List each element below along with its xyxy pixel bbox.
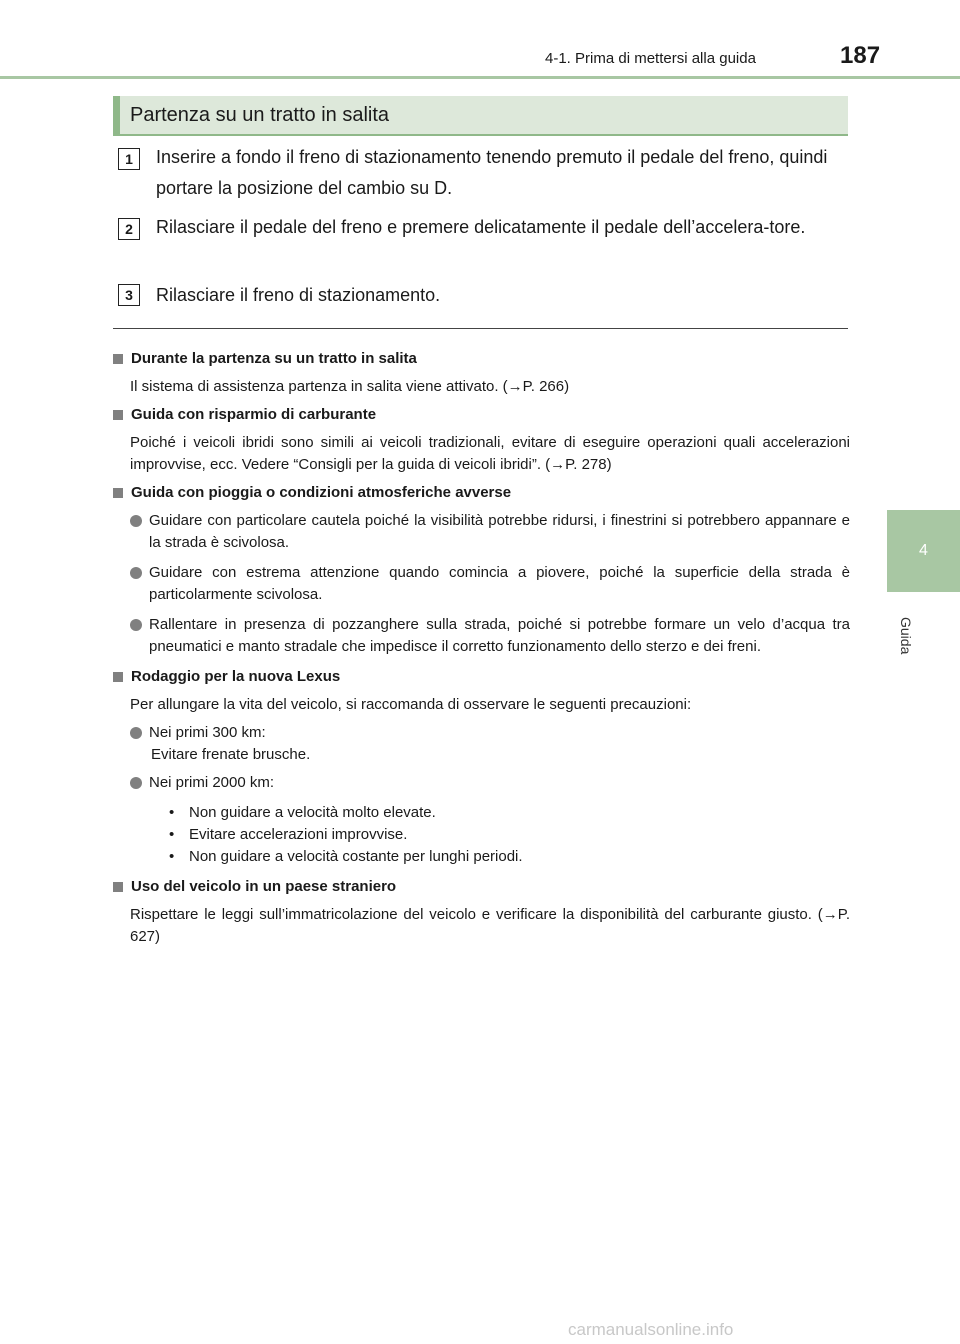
circle-bullet-icon	[130, 777, 142, 789]
note-heading: Durante la partenza su un tratto in salita	[113, 348, 850, 370]
dot-bullet-icon: •	[169, 848, 175, 865]
watermark: carmanualsonline.info	[568, 1320, 734, 1339]
header-section-title: 4-1. Prima di mettersi alla guida	[545, 50, 756, 67]
note-bullet: Guidare con estrema attenzione quando comincia a piovere, poiché la superficie della strada è particolarmente scivolosa.	[130, 562, 850, 606]
note-heading: Guida con pioggia o condizioni atmosferiche avverse	[113, 482, 850, 504]
square-bullet-icon	[113, 354, 123, 364]
step-number: 1	[118, 148, 140, 170]
note-subitem: • Evitare accelerazioni improvvise.	[169, 824, 850, 846]
note-bullet: Rallentare in presenza di pozzanghere sulla strada, poiché si potrebbe formare un velo d’acqua tra pneumatici e manto stradale che impedisce il corretto funzionamento dello sterzo e dei freni.	[130, 614, 850, 658]
section-heading-accent	[113, 96, 120, 134]
dot-bullet-icon: •	[169, 804, 175, 821]
note-heading: Guida con risparmio di carburante	[113, 404, 850, 426]
square-bullet-icon	[113, 488, 123, 498]
note-subitem: • Non guidare a velocità costante per lunghi periodi.	[169, 846, 850, 868]
square-bullet-icon	[113, 672, 123, 682]
note-bullet: Guidare con particolare cautela poiché la visibilità potrebbe ridursi, i finestrini si potrebbero appannare e la strada è scivolosa.	[130, 510, 850, 554]
circle-bullet-icon	[130, 727, 142, 739]
step-text: Inserire a fondo il freno di stazionamento tenendo premuto il pedale del freno, quindi portare la posizione del cambio su D.	[156, 147, 828, 198]
note-bullet: Nei primi 2000 km:	[130, 772, 850, 794]
step-number: 3	[118, 284, 140, 306]
header-rule	[0, 76, 960, 79]
dot-bullet-icon: •	[169, 826, 175, 843]
note-bullet: Nei primi 300 km:	[130, 722, 850, 744]
page-number: 187	[840, 42, 881, 69]
circle-bullet-icon	[130, 515, 142, 527]
chapter-number: 4	[919, 542, 928, 559]
note-text: Rispettare le leggi sull’immatricolazione del veicolo e verificare la disponibilità del carburante giusto. (→P. 627)	[130, 906, 850, 945]
note-text: Per allungare la vita del veicolo, si raccomanda di osservare le seguenti precauzioni:	[130, 696, 692, 713]
step-text: Rilasciare il freno di stazionamento.	[156, 285, 441, 305]
note-bullet-subtext: Evitare frenate brusche.	[151, 746, 311, 763]
note-text: Poiché i veicoli ibridi sono simili ai veicoli tradizionali, evitare di eseguire operazioni quali accelerazioni improvvise, ecc. Vedere “Consigli per la guida di veicoli ibridi”. (→P. 278)	[130, 434, 850, 473]
step-number: 2	[118, 218, 140, 240]
circle-bullet-icon	[130, 619, 142, 631]
note-text: Il sistema di assistenza partenza in salita viene attivato. (→P. 266)	[130, 378, 570, 395]
circle-bullet-icon	[130, 567, 142, 579]
section-title: Partenza su un tratto in salita	[130, 104, 390, 126]
section-heading-rule	[113, 134, 848, 136]
section-divider	[113, 328, 848, 329]
chapter-label: Guida	[898, 617, 914, 655]
square-bullet-icon	[113, 882, 123, 892]
note-subitem: • Non guidare a velocità molto elevate.	[169, 802, 850, 824]
chapter-tab[interactable]	[887, 510, 960, 592]
note-heading: Rodaggio per la nuova Lexus	[113, 666, 850, 688]
note-heading: Uso del veicolo in un paese straniero	[113, 876, 850, 898]
notes-block	[113, 344, 850, 954]
step-text: Rilasciare il pedale del freno e premere delicatamente il pedale dell’accelera-tore.	[156, 217, 806, 237]
square-bullet-icon	[113, 410, 123, 420]
